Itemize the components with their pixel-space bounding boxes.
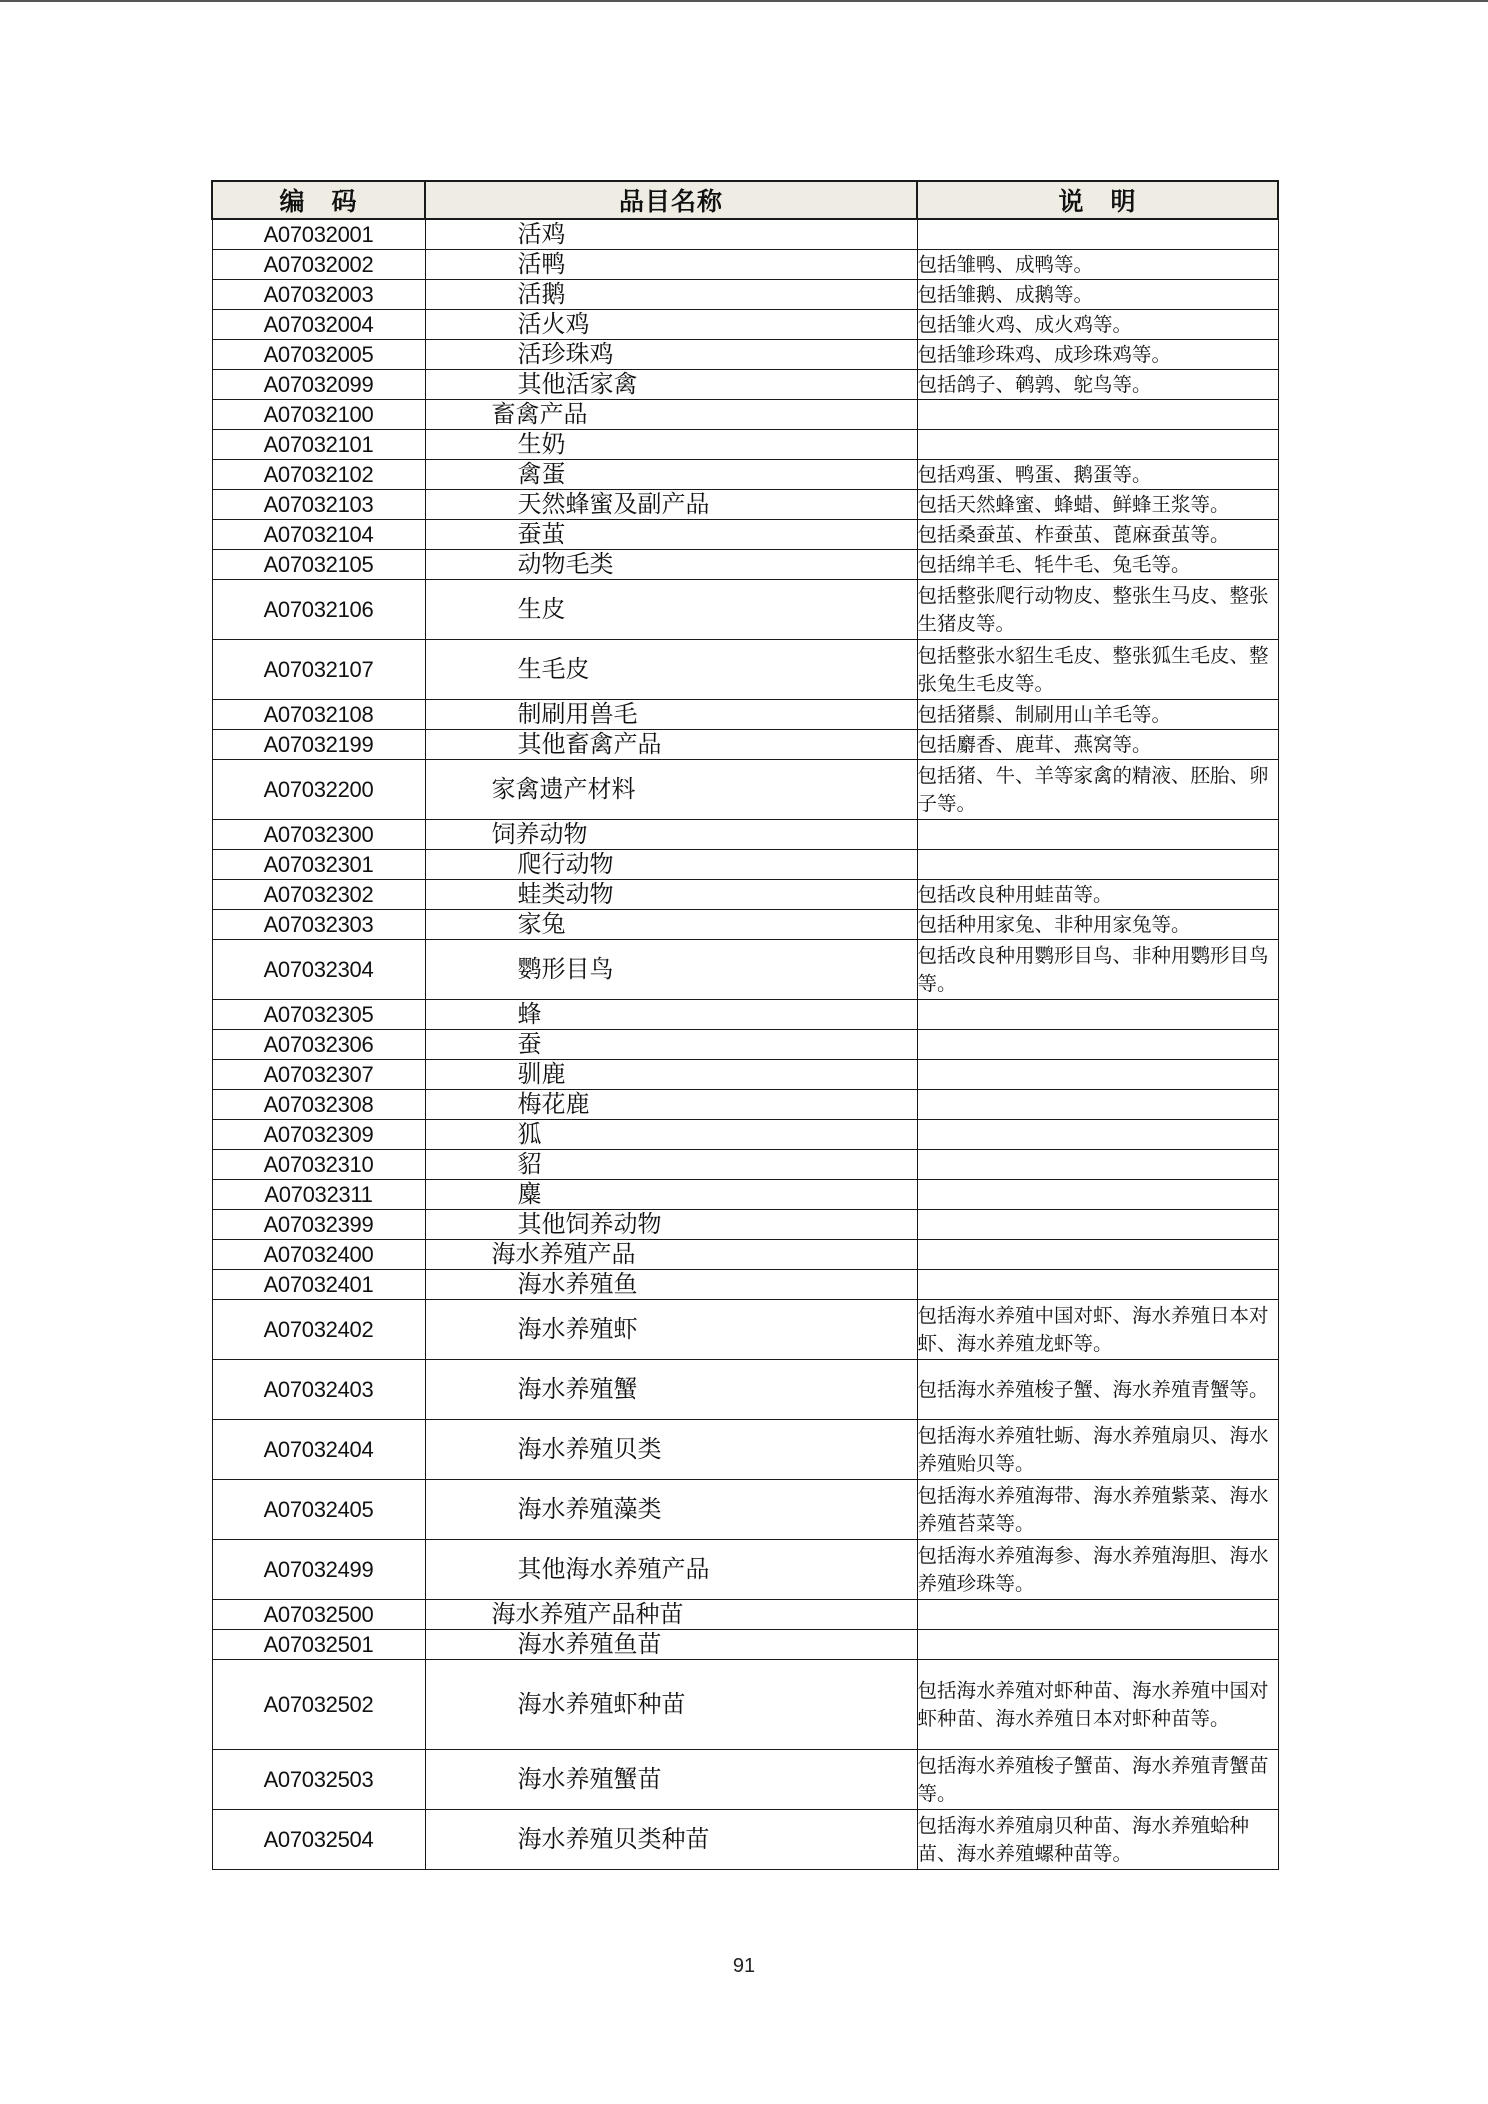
table-row xyxy=(212,340,1278,370)
table-row xyxy=(212,430,1278,460)
row-item-name: 活火鸡 xyxy=(425,310,917,340)
row-description xyxy=(917,1240,1278,1270)
row-item-name: 海水养殖鱼苗 xyxy=(425,1630,917,1660)
table-row xyxy=(212,1420,1278,1480)
row-item-name: 其他饲养动物 xyxy=(425,1210,917,1240)
row-item-name: 蜂 xyxy=(425,1000,917,1030)
row-description xyxy=(917,1120,1278,1150)
row-item-name: 动物毛类 xyxy=(425,550,917,580)
header-item-name: 品目名称 xyxy=(425,181,917,219)
table-row xyxy=(212,1540,1278,1600)
row-item-name: 蚕 xyxy=(425,1030,917,1060)
page-top-border xyxy=(0,0,1488,2)
table-row xyxy=(212,1660,1278,1750)
row-description: 包括海水养殖梭子蟹苗、海水养殖青蟹苗等。 xyxy=(917,1750,1278,1810)
row-item-name: 鹦形目鸟 xyxy=(425,940,917,1000)
row-item-name: 生奶 xyxy=(425,430,917,460)
row-item-name: 海水养殖产品种苗 xyxy=(425,1600,917,1630)
table-row xyxy=(212,1000,1278,1030)
table-row xyxy=(212,1630,1278,1660)
row-description xyxy=(917,219,1278,250)
row-code: A07032101 xyxy=(212,430,425,460)
row-description: 包括桑蚕茧、柞蚕茧、蓖麻蚕茧等。 xyxy=(917,520,1278,550)
row-code: A07032308 xyxy=(212,1090,425,1120)
row-description xyxy=(917,1090,1278,1120)
row-code: A07032500 xyxy=(212,1600,425,1630)
row-item-name: 海水养殖虾 xyxy=(425,1300,917,1360)
table-row xyxy=(212,1060,1278,1090)
row-code: A07032303 xyxy=(212,910,425,940)
row-item-name: 活鹅 xyxy=(425,280,917,310)
table-row xyxy=(212,580,1278,640)
row-description: 包括雏鹅、成鹅等。 xyxy=(917,280,1278,310)
row-item-name: 爬行动物 xyxy=(425,850,917,880)
row-description: 包括猪、牛、羊等家禽的精液、胚胎、卵子等。 xyxy=(917,760,1278,820)
row-code: A07032099 xyxy=(212,370,425,400)
row-item-name: 麋 xyxy=(425,1180,917,1210)
row-description: 包括改良种用鹦形目鸟、非种用鹦形目鸟等。 xyxy=(917,940,1278,1000)
table-row xyxy=(212,490,1278,520)
row-item-name: 家禽遗产材料 xyxy=(425,760,917,820)
catalog-table xyxy=(211,180,1279,1870)
row-item-name: 梅花鹿 xyxy=(425,1090,917,1120)
row-description: 包括鸡蛋、鸭蛋、鹅蛋等。 xyxy=(917,460,1278,490)
row-code: A07032402 xyxy=(212,1300,425,1360)
row-item-name: 活鸭 xyxy=(425,250,917,280)
row-description xyxy=(917,1270,1278,1300)
row-code: A07032199 xyxy=(212,730,425,760)
row-item-name: 禽蛋 xyxy=(425,460,917,490)
row-description: 包括猪鬃、制刷用山羊毛等。 xyxy=(917,700,1278,730)
row-description: 包括天然蜂蜜、蜂蜡、鲜蜂王浆等。 xyxy=(917,490,1278,520)
table-row xyxy=(212,1180,1278,1210)
row-item-name: 生皮 xyxy=(425,580,917,640)
row-description xyxy=(917,400,1278,430)
row-description: 包括海水养殖海带、海水养殖紫菜、海水养殖苔菜等。 xyxy=(917,1480,1278,1540)
row-description: 包括海水养殖梭子蟹、海水养殖青蟹等。 xyxy=(917,1360,1278,1420)
row-code: A07032300 xyxy=(212,820,425,850)
row-code: A07032404 xyxy=(212,1420,425,1480)
table-row xyxy=(212,520,1278,550)
row-item-name: 貂 xyxy=(425,1150,917,1180)
row-description xyxy=(917,1180,1278,1210)
row-description: 包括绵羊毛、牦牛毛、兔毛等。 xyxy=(917,550,1278,580)
row-item-name: 活珍珠鸡 xyxy=(425,340,917,370)
row-code: A07032100 xyxy=(212,400,425,430)
table-row xyxy=(212,640,1278,700)
page-number: 91 xyxy=(732,1955,756,1977)
table-row xyxy=(212,219,1278,250)
row-code: A07032405 xyxy=(212,1480,425,1540)
row-code: A07032105 xyxy=(212,550,425,580)
table-row xyxy=(212,820,1278,850)
row-description: 包括改良种用蛙苗等。 xyxy=(917,880,1278,910)
row-code: A07032002 xyxy=(212,250,425,280)
row-code: A07032304 xyxy=(212,940,425,1000)
row-item-name: 天然蜂蜜及副产品 xyxy=(425,490,917,520)
row-code: A07032403 xyxy=(212,1360,425,1420)
row-code: A07032504 xyxy=(212,1810,425,1870)
row-item-name: 活鸡 xyxy=(425,219,917,250)
row-code: A07032311 xyxy=(212,1180,425,1210)
table-row xyxy=(212,850,1278,880)
table-row xyxy=(212,880,1278,910)
row-description: 包括海水养殖海参、海水养殖海胆、海水养殖珍珠等。 xyxy=(917,1540,1278,1600)
row-item-name: 家兔 xyxy=(425,910,917,940)
row-code: A07032003 xyxy=(212,280,425,310)
row-code: A07032306 xyxy=(212,1030,425,1060)
row-item-name: 海水养殖产品 xyxy=(425,1240,917,1270)
table-row xyxy=(212,1360,1278,1420)
header-row xyxy=(212,181,1278,219)
row-code: A07032107 xyxy=(212,640,425,700)
row-description xyxy=(917,820,1278,850)
row-description: 包括海水养殖牡蛎、海水养殖扇贝、海水养殖贻贝等。 xyxy=(917,1420,1278,1480)
row-description: 包括整张爬行动物皮、整张生马皮、整张生猪皮等。 xyxy=(917,580,1278,640)
row-item-name: 海水养殖鱼 xyxy=(425,1270,917,1300)
header-description: 说 明 xyxy=(917,181,1278,219)
row-description xyxy=(917,430,1278,460)
row-description xyxy=(917,1030,1278,1060)
row-description: 包括海水养殖中国对虾、海水养殖日本对虾、海水养殖龙虾等。 xyxy=(917,1300,1278,1360)
table-row xyxy=(212,1240,1278,1270)
table-row xyxy=(212,760,1278,820)
row-code: A07032501 xyxy=(212,1630,425,1660)
row-item-name: 海水养殖藻类 xyxy=(425,1480,917,1540)
table-row xyxy=(212,1600,1278,1630)
table-row xyxy=(212,1150,1278,1180)
row-code: A07032301 xyxy=(212,850,425,880)
table-header xyxy=(212,181,1278,219)
row-code: A07032400 xyxy=(212,1240,425,1270)
table-row xyxy=(212,460,1278,490)
table-row xyxy=(212,910,1278,940)
table-body xyxy=(212,219,1278,1870)
row-description xyxy=(917,1630,1278,1660)
row-code: A07032104 xyxy=(212,520,425,550)
header-code: 编 码 xyxy=(212,181,425,219)
row-description: 包括雏鸭、成鸭等。 xyxy=(917,250,1278,280)
table-row xyxy=(212,280,1278,310)
table-row xyxy=(212,1030,1278,1060)
row-description: 包括雏火鸡、成火鸡等。 xyxy=(917,310,1278,340)
row-description xyxy=(917,1000,1278,1030)
row-item-name: 畜禽产品 xyxy=(425,400,917,430)
table-row xyxy=(212,550,1278,580)
table-row xyxy=(212,1480,1278,1540)
table-row xyxy=(212,1090,1278,1120)
row-code: A07032502 xyxy=(212,1660,425,1750)
row-item-name: 生毛皮 xyxy=(425,640,917,700)
row-code: A07032001 xyxy=(212,219,425,250)
row-description: 包括雏珍珠鸡、成珍珠鸡等。 xyxy=(917,340,1278,370)
row-item-name: 海水养殖贝类 xyxy=(425,1420,917,1480)
row-description xyxy=(917,1150,1278,1180)
row-item-name: 制刷用兽毛 xyxy=(425,700,917,730)
row-item-name: 海水养殖蟹 xyxy=(425,1360,917,1420)
row-code: A07032503 xyxy=(212,1750,425,1810)
row-code: A07032102 xyxy=(212,460,425,490)
row-item-name: 海水养殖虾种苗 xyxy=(425,1660,917,1750)
row-code: A07032401 xyxy=(212,1270,425,1300)
row-item-name: 其他活家禽 xyxy=(425,370,917,400)
row-code: A07032310 xyxy=(212,1150,425,1180)
row-item-name: 饲养动物 xyxy=(425,820,917,850)
table-row xyxy=(212,1270,1278,1300)
table-row xyxy=(212,940,1278,1000)
row-item-name: 驯鹿 xyxy=(425,1060,917,1090)
row-code: A07032499 xyxy=(212,1540,425,1600)
table-row xyxy=(212,400,1278,430)
row-item-name: 其他畜禽产品 xyxy=(425,730,917,760)
row-code: A07032004 xyxy=(212,310,425,340)
table-row xyxy=(212,1750,1278,1810)
row-code: A07032108 xyxy=(212,700,425,730)
row-description: 包括海水养殖扇贝种苗、海水养殖蛤种苗、海水养殖螺种苗等。 xyxy=(917,1810,1278,1870)
table-row xyxy=(212,1810,1278,1870)
row-item-name: 蚕茧 xyxy=(425,520,917,550)
row-description: 包括种用家兔、非种用家兔等。 xyxy=(917,910,1278,940)
row-code: A07032005 xyxy=(212,340,425,370)
row-description: 包括鸽子、鹌鹑、鸵鸟等。 xyxy=(917,370,1278,400)
table-row xyxy=(212,700,1278,730)
row-description: 包括整张水貂生毛皮、整张狐生毛皮、整张兔生毛皮等。 xyxy=(917,640,1278,700)
row-item-name: 其他海水养殖产品 xyxy=(425,1540,917,1600)
row-code: A07032309 xyxy=(212,1120,425,1150)
table-row xyxy=(212,250,1278,280)
row-description xyxy=(917,1060,1278,1090)
row-description xyxy=(917,1210,1278,1240)
table-row xyxy=(212,1300,1278,1360)
row-code: A07032305 xyxy=(212,1000,425,1030)
row-description: 包括麝香、鹿茸、燕窝等。 xyxy=(917,730,1278,760)
table-row xyxy=(212,310,1278,340)
row-description: 包括海水养殖对虾种苗、海水养殖中国对虾种苗、海水养殖日本对虾种苗等。 xyxy=(917,1660,1278,1750)
row-item-name: 海水养殖蟹苗 xyxy=(425,1750,917,1810)
table-row xyxy=(212,1120,1278,1150)
row-code: A07032200 xyxy=(212,760,425,820)
table-row xyxy=(212,1210,1278,1240)
row-description xyxy=(917,850,1278,880)
row-item-name: 海水养殖贝类种苗 xyxy=(425,1810,917,1870)
row-code: A07032302 xyxy=(212,880,425,910)
row-code: A07032103 xyxy=(212,490,425,520)
row-item-name: 狐 xyxy=(425,1120,917,1150)
row-code: A07032399 xyxy=(212,1210,425,1240)
row-item-name: 蛙类动物 xyxy=(425,880,917,910)
table-row xyxy=(212,730,1278,760)
row-code: A07032307 xyxy=(212,1060,425,1090)
table-row xyxy=(212,370,1278,400)
row-description xyxy=(917,1600,1278,1630)
row-code: A07032106 xyxy=(212,580,425,640)
